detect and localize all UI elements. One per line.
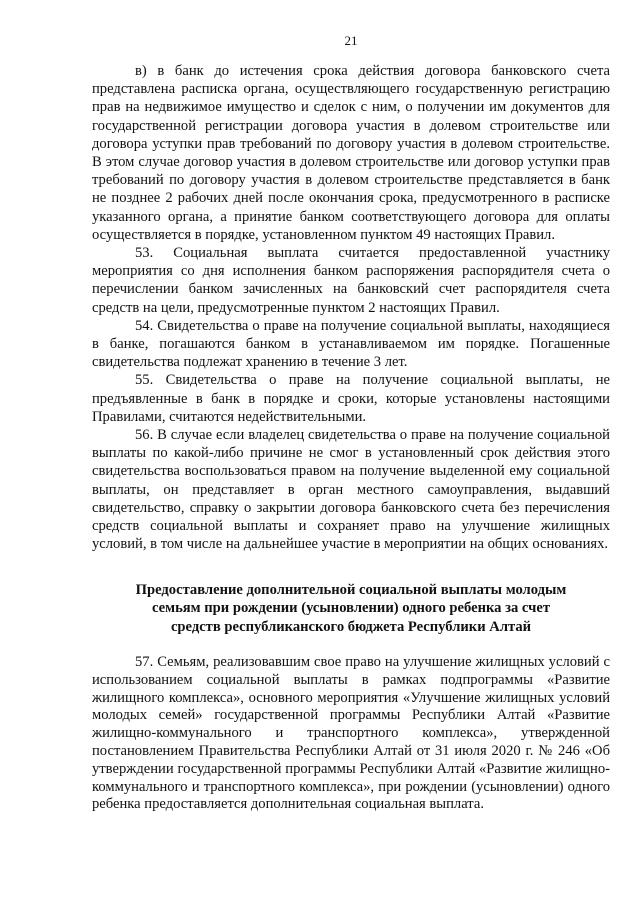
- paragraph-55: 55. Свидетельства о праве на получение социальной выплаты, не предъявленные в банк в порядке и сроки, которые установлены настоящими Правилами, считаются недействительными.: [92, 372, 610, 425]
- section-heading: [92, 581, 610, 636]
- section-heading-line-3: средств республиканского бюджета Республики Алтай: [170, 618, 532, 635]
- paragraph-57: 57. Семьям, реализовавшим свое право на улучшение жилищных условий с использованием социальной выплаты в рамках подпрограммы «Развитие жилищного комплекса», основного мероприятия «Улучшение жилищных условий молодых семей» государственной программы Республики Алтай «Развитие жилищно-коммунального и транспортного комплекса», утвержденной постановлением Правительства Республики Алтай от 31 июля 2020 г. № 246 «Об утверждении государственной программы Республики Алтай «Развитие жилищно-коммунального и транспортного комплекса», при рождении (усыновлении) одного ребенка предоставляется дополнительная социальная выплата.: [92, 654, 610, 813]
- section-body: [92, 654, 610, 814]
- section-heading-line-2: семьям при рождении (усыновлении) одного ребенка за счет: [152, 600, 550, 617]
- paragraph-56: 56. В случае если владелец свидетельства о праве на получение социальной выплаты по какой-либо причине не смог в установленный срок действия этого свидетельства воспользоваться правом на получение выделенной ему социальной выплаты, он представляет в орган местного самоуправления, выдавший свидетельство, справку о закрытии договора банковского счета без перечисления средств социальной выплаты и сохраняет право на улучшение жилищных условий, в том числе на дальнейшее участие в мероприятии на общих основаниях.: [92, 427, 610, 553]
- paragraph-53: 53. Социальная выплата считается предоставленной участнику мероприятия со дня исполнения банком распоряжения распорядителя счета о перечислении банком зачисленных на банковский счет распорядителя счета средств на цели, предусмотренные пунктом 2 настоящих Правил.: [92, 245, 610, 316]
- page-number: 21: [344, 33, 358, 48]
- section-heading-line-1: Предоставление дополнительной социальной выплаты молодым: [135, 582, 567, 598]
- paragraph-54: 54. Свидетельства о праве на получение социальной выплаты, находящиеся в банке, погашаются банком в устанавливаемом им порядке. Погашенные свидетельства подлежат хранению в течение 3 лет.: [92, 317, 610, 371]
- document-body: [92, 62, 610, 553]
- paragraph-52v: в) в банк до истечения срока действия договора банковского счета представлена расписка органа, осуществляющего государственную регистрацию прав на недвижимое имущество и сделок с ним, о получении им документов для государственной регистрации договора участия в долевом строительстве или договора уступки прав требований по договору участия в долевом строительстве. В этом случае договор участия в долевом строительстве или договор уступки прав требований по договору участия в долевом строительстве представляется в банк не позднее 2 рабочих дней после окончания срока, предусмотренного в расписке указанного органа, а принятие банком соответствующего договора для оплаты осуществляется в порядке, установленном пунктом 49 настоящих Правил.: [92, 63, 610, 243]
